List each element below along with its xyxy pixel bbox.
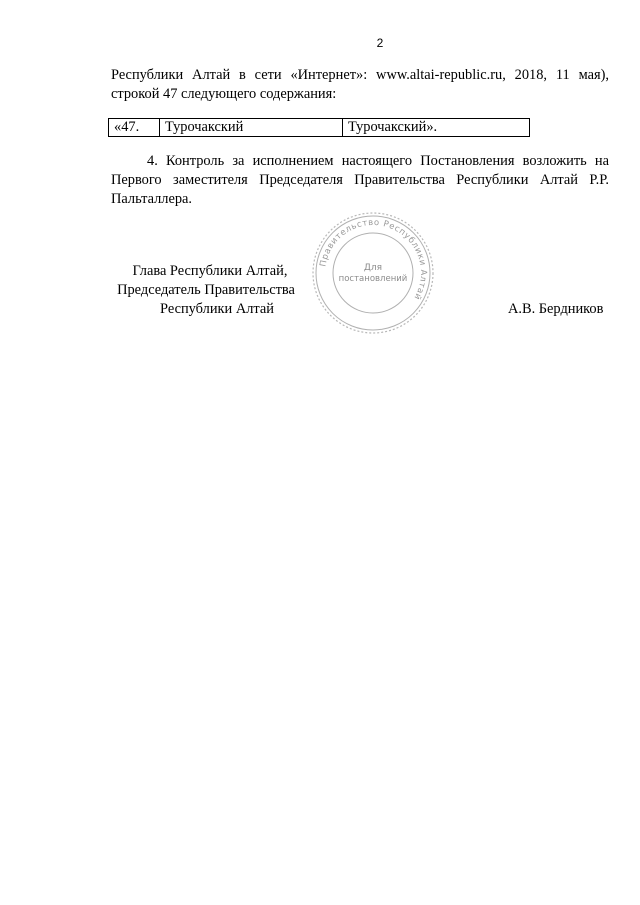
official-seal-stamp — [310, 210, 436, 336]
seal-center-text-line1: Для — [363, 263, 383, 273]
signatory-name: А.В. Бердников — [508, 301, 604, 317]
page-number: 2 — [376, 36, 384, 50]
table-row — [109, 119, 530, 137]
control-paragraph — [111, 152, 609, 209]
control-paragraph-text: 4. Контроль за исполнением настоящего Постановления возложить на Первого заместителя Председателя Правительства Республики Алтай Р.Р. Пальталлера. — [111, 153, 609, 207]
amendment-paragraph — [111, 66, 609, 104]
seal-center-text-line2: постановлений — [338, 274, 408, 284]
table-cell-number: «47. — [109, 119, 160, 137]
signatory-position — [108, 262, 304, 319]
amendment-table — [108, 118, 530, 137]
table-cell-district: Турочакский — [160, 119, 343, 137]
signatory-position-line3: Республики Алтай — [160, 301, 274, 317]
amendment-paragraph-line1: Республики Алтай в сети «Интернет»: www.altai-republic.ru, 2018, 11 мая), — [111, 67, 609, 83]
seal-ring-text: Правительство Республики Алтай — [318, 217, 429, 302]
amendment-paragraph-line2: строкой 47 следующего содержания: — [111, 86, 337, 102]
signatory-position-line2: Председатель Правительства — [117, 282, 295, 298]
signatory-position-line1: Глава Республики Алтай, — [132, 263, 288, 279]
table-cell-district-closing: Турочакский». — [343, 119, 530, 137]
